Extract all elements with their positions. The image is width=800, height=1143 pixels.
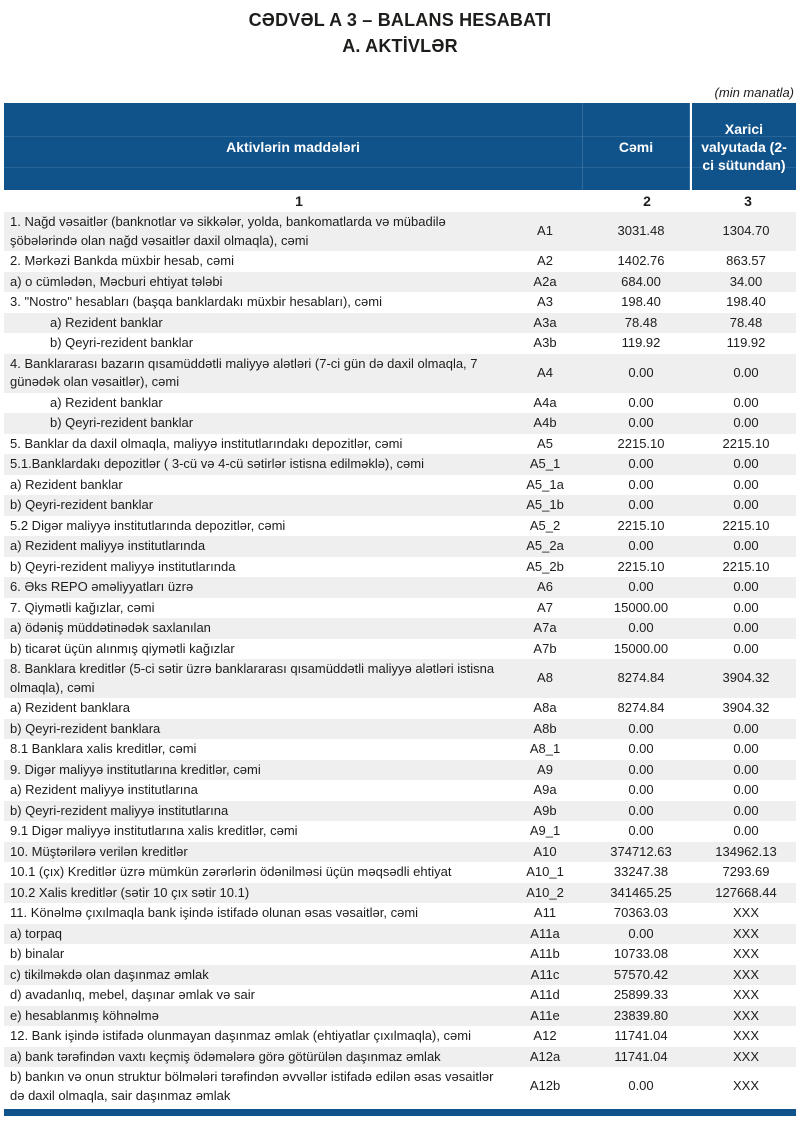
row-foreign-currency-value: 134962.13 — [715, 843, 777, 859]
row-foreign-currency-value: 0.00 — [733, 394, 759, 410]
row-label: a) Rezident maliyyə institutlarında — [10, 538, 206, 553]
row-label: 7. Qiymətli kağızlar, cəmi — [10, 599, 155, 615]
row-foreign-currency-value: 0.00 — [733, 415, 759, 430]
row-foreign-currency-value: XXX — [732, 905, 759, 920]
row-total-value: 0.00 — [628, 761, 654, 777]
row-foreign-currency-value: 863.57 — [726, 253, 766, 268]
row-code: A9a — [533, 782, 557, 797]
row-total-value: 0.00 — [628, 620, 654, 635]
row-total-value: 15000.00 — [613, 599, 669, 615]
row-code: A5_2 — [529, 517, 561, 533]
row-code: A5_2a — [526, 538, 564, 553]
table-row — [4, 292, 796, 313]
row-label: b) bankın və onun struktur bölmələri tərəfindən əvvəllər istifadə edilən əsas vəsaitlər də daxil olmaqla, sair daşınmaz əmlak — [10, 1069, 494, 1103]
table-row — [4, 413, 796, 434]
table-row — [4, 924, 796, 945]
row-foreign-currency-value: 34.00 — [729, 273, 763, 289]
row-total-value: 3031.48 — [617, 223, 665, 239]
row-label: 3. "Nostro" hesabları (başqa banklardakı müxbir hesabları), cəmi — [10, 294, 382, 309]
row-foreign-currency-value: 2215.10 — [722, 435, 770, 451]
table-header-row — [4, 103, 796, 190]
row-foreign-currency-value: 0.00 — [733, 823, 759, 838]
row-code: A5_1a — [526, 476, 564, 492]
row-label: c) tikilməkdə olan daşınmaz əmlak — [10, 966, 209, 982]
row-code: A11e — [530, 1007, 560, 1023]
row-label: a) Rezident banklar — [10, 476, 123, 492]
table-row — [4, 333, 796, 354]
row-foreign-currency-value: 0.00 — [733, 761, 759, 777]
row-foreign-currency-value: 0.00 — [733, 640, 759, 656]
row-foreign-currency-value: 1304.70 — [722, 223, 770, 239]
row-total-value: 10733.08 — [613, 946, 669, 961]
row-foreign-currency-value: 2215.10 — [722, 558, 770, 574]
row-total-value: 1402.76 — [617, 253, 665, 268]
header-total-column: Cəmi — [583, 103, 690, 190]
row-total-value: 0.00 — [628, 823, 654, 838]
row-code: A4a — [533, 394, 557, 410]
row-total-value: 11741.04 — [614, 1048, 668, 1064]
row-label: 4. Banklararası bazarın qısamüddətli maliyyə alətləri (7-ci gün də daxil olmaqla, 7 günədək olan vəsaitlər), cəmi — [10, 355, 478, 389]
table-row — [4, 618, 796, 639]
row-label: 9. Digər maliyyə institutlarına kreditlər, cəmi — [10, 761, 261, 777]
row-label: 10.1 (çıx) Kreditlər üzrə mümkün zərərlərin ödənilməsi üçün məqsədli ehtiyat — [10, 864, 452, 879]
row-foreign-currency-value: 0.00 — [733, 782, 759, 797]
row-code: A9_1 — [529, 823, 561, 838]
table-row — [4, 1047, 796, 1068]
row-label: a) Rezident banklara — [10, 700, 130, 715]
row-foreign-currency-value: 0.00 — [733, 579, 759, 594]
row-foreign-currency-value: XXX — [732, 946, 759, 961]
row-code: A2 — [537, 253, 553, 268]
table-row — [4, 557, 796, 578]
table-row — [4, 659, 796, 698]
row-total-value: 0.00 — [628, 741, 654, 756]
row-label: 10.2 Xalis kreditlər (sətir 10 çıx sətir 10.1) — [10, 884, 250, 900]
table-row — [4, 434, 796, 455]
table-row — [4, 821, 796, 842]
row-label: 9.1 Digər maliyyə institutlarına xalis kreditlər, cəmi — [10, 823, 298, 838]
table-row — [4, 842, 796, 863]
row-foreign-currency-value: 127668.44 — [715, 884, 777, 900]
row-code: A6 — [537, 579, 553, 594]
row-code: A7 — [537, 599, 553, 615]
row-total-value: 2215.10 — [617, 558, 665, 574]
row-label: b) Qeyri-rezident maliyyə institutlarına — [10, 802, 229, 818]
row-code: A5_2b — [526, 558, 564, 574]
table-row — [4, 454, 796, 475]
row-total-value: 15000.00 — [613, 640, 669, 656]
row-label: 10. Müştərilərə verilən kreditlər — [10, 843, 188, 859]
row-total-value: 374712.63 — [610, 843, 672, 859]
row-total-value: 78.48 — [624, 314, 658, 330]
row-code: A11 — [533, 905, 557, 920]
table-body — [4, 212, 796, 1106]
row-label: d) avadanlıq, mebel, daşınar əmlak və sair — [10, 987, 255, 1002]
page-title: CƏDVƏL A 3 – BALANS HESABATI — [248, 10, 552, 30]
row-code: A11b — [530, 946, 560, 961]
table-row — [4, 1026, 796, 1047]
table-row — [4, 944, 796, 965]
row-foreign-currency-value: 0.00 — [733, 456, 759, 471]
row-code: A5 — [537, 435, 553, 451]
row-total-value: 0.00 — [628, 456, 654, 471]
row-code: A10 — [533, 843, 557, 859]
row-total-value: 0.00 — [628, 476, 654, 492]
row-code: A11d — [530, 987, 560, 1002]
row-code: A1 — [537, 223, 553, 239]
table-row — [4, 272, 796, 293]
row-label: a) torpaq — [10, 925, 63, 941]
row-label: 11. Könəlmə çıxılmaqla bank işində istifadə olunan əsas vəsaitlər, cəmi — [10, 905, 419, 920]
row-total-value: 2215.10 — [617, 517, 665, 533]
row-total-value: 119.92 — [621, 335, 661, 350]
row-foreign-currency-value: 0.00 — [733, 476, 759, 492]
table-row — [4, 354, 796, 393]
row-foreign-currency-value: XXX — [732, 1007, 759, 1023]
table-row — [4, 495, 796, 516]
table-row — [4, 212, 796, 251]
row-code: A10_1 — [526, 864, 564, 879]
row-code: A12a — [529, 1048, 561, 1064]
row-total-value: 0.00 — [628, 538, 654, 553]
table-row — [4, 760, 796, 781]
row-code: A4 — [537, 364, 553, 380]
row-label: 2. Mərkəzi Bankda müxbir hesab, cəmi — [10, 253, 234, 268]
row-foreign-currency-value: 0.00 — [733, 802, 759, 818]
row-label: a) Rezident banklar — [50, 394, 163, 410]
row-label: b) Qeyri-rezident banklara — [10, 720, 161, 736]
row-total-value: 25899.33 — [613, 987, 669, 1002]
row-label: a) o cümlədən, Məcburi ehtiyat tələbi — [10, 273, 223, 289]
row-foreign-currency-value: 3904.32 — [722, 700, 770, 715]
table-row — [4, 883, 796, 904]
next-section-header-bar — [4, 1109, 796, 1116]
row-total-value: 23839.80 — [613, 1007, 669, 1023]
row-foreign-currency-value: 7293.69 — [722, 864, 770, 879]
row-foreign-currency-value: XXX — [732, 1028, 759, 1043]
row-foreign-currency-value: 3904.32 — [722, 670, 770, 686]
table-row — [4, 801, 796, 822]
row-label: b) Qeyri-rezident banklar — [50, 335, 194, 350]
row-label: 8.1 Banklara xalis kreditlər, cəmi — [10, 741, 197, 756]
row-label: b) binalar — [10, 946, 65, 961]
row-total-value: 11741.04 — [614, 1028, 668, 1043]
row-foreign-currency-value: 0.00 — [733, 741, 759, 756]
row-total-value: 8274.84 — [617, 700, 665, 715]
row-foreign-currency-value: XXX — [732, 966, 759, 982]
row-total-value: 198.40 — [621, 294, 661, 309]
row-code: A12b — [529, 1078, 561, 1094]
table-row — [4, 639, 796, 660]
column-number-1: 1 — [295, 193, 303, 209]
row-code: A8_1 — [529, 741, 561, 756]
row-total-value: 684.00 — [621, 273, 661, 289]
units-note: (min manatla) — [714, 85, 794, 100]
row-foreign-currency-value: 78.48 — [729, 314, 763, 330]
row-label: b) Qeyri-rezident banklar — [10, 497, 154, 512]
row-foreign-currency-value: XXX — [732, 1078, 759, 1094]
row-label: b) Qeyri-rezident banklar — [50, 415, 194, 430]
column-number-3: 3 — [744, 193, 752, 209]
table-row — [4, 985, 796, 1006]
header-foreign-currency-column: Xarici valyutada (2-ci sütundan) — [690, 103, 796, 190]
row-code: A8a — [533, 700, 557, 715]
row-label: a) Rezident banklar — [50, 314, 163, 330]
table-row — [4, 862, 796, 883]
assets-table — [4, 103, 796, 1116]
row-foreign-currency-value: 0.00 — [733, 620, 759, 635]
row-total-value: 341465.25 — [610, 884, 672, 900]
page-subtitle: A. AKTİVLƏR — [342, 36, 458, 56]
row-code: A5_1b — [526, 497, 564, 512]
row-label: a) ödəniş müddətinədək saxlanılan — [10, 620, 211, 635]
row-label: 1. Nağd vəsaitlər (banknotlar və sikkələr, yolda, bankomatlarda və mübadilə şöbələrində olan nağd vəsaitlər daxil olmaqla), cəmi — [10, 214, 446, 248]
row-foreign-currency-value: 0.00 — [733, 720, 759, 736]
row-label: e) hesablanmış köhnəlmə — [10, 1007, 159, 1023]
row-total-value: 0.00 — [628, 579, 654, 594]
row-label: a) bank tərəfindən vaxtı keçmiş ödəmələrə görə götürülən daşınmaz əmlak — [10, 1048, 441, 1064]
title-block — [0, 0, 800, 59]
row-code: A3 — [537, 294, 553, 309]
row-total-value: 0.00 — [628, 782, 654, 797]
row-label: 5. Banklar da daxil olmaqla, maliyyə institutlarındakı depozitlər, cəmi — [10, 435, 403, 451]
row-foreign-currency-value: XXX — [732, 987, 759, 1002]
row-foreign-currency-value: 0.00 — [733, 599, 759, 615]
row-total-value: 2215.10 — [617, 435, 665, 451]
table-row — [4, 1067, 796, 1106]
row-total-value: 0.00 — [628, 802, 654, 818]
row-foreign-currency-value: 0.00 — [733, 497, 759, 512]
table-row — [4, 780, 796, 801]
row-total-value: 0.00 — [628, 364, 654, 380]
table-row — [4, 598, 796, 619]
row-total-value: 33247.38 — [613, 864, 669, 879]
row-label: 6. Əks REPO əməliyyatları üzrə — [10, 579, 194, 594]
row-code: A12 — [533, 1028, 557, 1043]
row-total-value: 57570.42 — [613, 966, 669, 982]
row-code: A10_2 — [526, 884, 564, 900]
row-label: 8. Banklara kreditlər (5-ci sətir üzrə banklararası qısamüddətli maliyyə alətləri istisna olmaqla), cəmi — [10, 661, 495, 695]
row-label: b) ticarət üçün alınmış qiymətli kağızlar — [10, 640, 235, 656]
row-total-value: 0.00 — [628, 394, 654, 410]
row-code: A7a — [533, 620, 557, 635]
row-code: A4b — [533, 415, 557, 430]
row-total-value: 8274.84 — [617, 670, 665, 686]
row-code: A3b — [533, 335, 557, 350]
table-row — [4, 698, 796, 719]
table-row — [4, 516, 796, 537]
row-label: 5.2 Digər maliyyə institutlarında depozitlər, cəmi — [10, 517, 286, 533]
column-number-row — [4, 190, 796, 212]
row-total-value: 0.00 — [628, 497, 654, 512]
row-code: A3a — [533, 314, 557, 330]
row-total-value: 0.00 — [628, 415, 654, 430]
row-foreign-currency-value: XXX — [732, 925, 759, 941]
row-label: a) Rezident maliyyə institutlarına — [10, 782, 198, 797]
row-code: A2a — [533, 273, 557, 289]
row-code: A8b — [533, 720, 557, 736]
row-code: A5_1 — [529, 456, 561, 471]
row-code: A9 — [537, 761, 553, 777]
column-number-2: 2 — [643, 193, 651, 209]
row-label: b) Qeyri-rezident maliyyə institutlarında — [10, 558, 236, 574]
header-items-column: Aktivlərin maddələri — [4, 103, 583, 190]
row-total-value: 0.00 — [628, 720, 654, 736]
table-row — [4, 313, 796, 334]
table-row — [4, 475, 796, 496]
table-row — [4, 1006, 796, 1027]
table-row — [4, 719, 796, 740]
table-row — [4, 965, 796, 986]
table-row — [4, 739, 796, 760]
row-foreign-currency-value: 0.00 — [733, 364, 759, 380]
row-code: A8 — [537, 670, 553, 686]
row-foreign-currency-value: 2215.10 — [722, 517, 770, 533]
row-foreign-currency-value: 119.92 — [726, 335, 766, 350]
table-row — [4, 577, 796, 598]
row-total-value: 0.00 — [628, 925, 654, 941]
row-foreign-currency-value: 198.40 — [726, 294, 766, 309]
row-code: A11a — [530, 925, 560, 941]
row-code: A7b — [533, 640, 557, 656]
table-row — [4, 903, 796, 924]
row-total-value: 70363.03 — [613, 905, 669, 920]
row-foreign-currency-value: 0.00 — [733, 538, 759, 553]
row-label: 12. Bank işində istifadə olunmayan daşınmaz əmlak (ehtiyatlar çıxılmaqla), cəmi — [10, 1028, 471, 1043]
row-foreign-currency-value: XXX — [732, 1048, 759, 1064]
row-code: A9b — [533, 802, 557, 818]
row-code: A11c — [530, 966, 560, 982]
table-row — [4, 251, 796, 272]
row-total-value: 0.00 — [628, 1078, 654, 1094]
row-label: 5.1.Banklardakı depozitlər ( 3-cü və 4-cü sətirlər istisna edilməklə), cəmi — [10, 456, 425, 471]
table-row — [4, 536, 796, 557]
table-row — [4, 393, 796, 414]
